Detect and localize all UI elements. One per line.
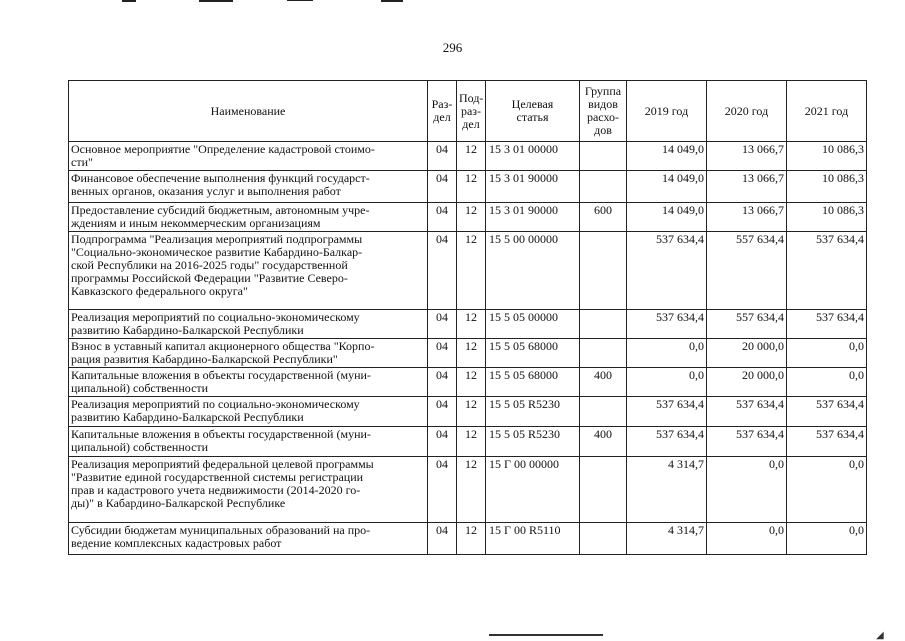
cell-subsection: 12 <box>457 457 486 523</box>
table-row <box>69 232 867 310</box>
cell-target-article: 15 5 05 R5230 <box>486 397 580 427</box>
cell-name: Капитальные вложения в объекты государственной (муни- ципальной) собственности <box>69 368 428 397</box>
cell-2020: 13 066,7 <box>707 171 787 203</box>
header-year-2021 <box>787 81 867 142</box>
cell-2020: 557 634,4 <box>707 232 787 310</box>
cell-2021: 0,0 <box>787 523 867 555</box>
cell-name: Предоставление субсидий бюджетным, автономным учре- ждениям и иным некоммерческим организациям <box>69 203 428 232</box>
table-row <box>69 457 867 523</box>
header-year-2020-text: 2020 год <box>724 103 769 118</box>
cell-subsection: 12 <box>457 523 486 555</box>
table-row <box>69 171 867 203</box>
cell-2019: 4 314,7 <box>627 457 707 523</box>
cell-subsection: 12 <box>457 142 486 171</box>
cell-2019: 537 634,4 <box>627 310 707 339</box>
cell-section: 04 <box>428 523 457 555</box>
cell-2019: 537 634,4 <box>627 397 707 427</box>
bottom-divider-line <box>489 634 603 636</box>
header-year-2021-text: 2021 год <box>804 103 849 118</box>
cell-2021: 0,0 <box>787 368 867 397</box>
cell-2021: 537 634,4 <box>787 232 867 310</box>
corner-arrow-icon: ◢ <box>876 630 884 641</box>
cell-section: 04 <box>428 310 457 339</box>
table-header <box>69 81 867 142</box>
cell-2021: 0,0 <box>787 457 867 523</box>
cell-name: Субсидии бюджетам муниципальных образований на про- ведение комплексных кадастровых работ <box>69 523 428 555</box>
cell-expense-type <box>580 232 627 310</box>
cell-expense-type <box>580 339 627 368</box>
table-row <box>69 397 867 427</box>
scan-artifact-top <box>122 0 136 2</box>
cell-section: 04 <box>428 232 457 310</box>
cell-target-article: 15 5 05 R5230 <box>486 427 580 457</box>
cell-section: 04 <box>428 142 457 171</box>
cell-name: Взнос в уставный капитал акционерного общества "Корпо- рация развития Кабардино-Балкарской Республики" <box>69 339 428 368</box>
header-subsection <box>457 81 486 142</box>
cell-2019: 537 634,4 <box>627 232 707 310</box>
cell-subsection: 12 <box>457 310 486 339</box>
table-row <box>69 427 867 457</box>
table-body <box>69 142 867 555</box>
cell-expense-type <box>580 142 627 171</box>
cell-name: Основное мероприятие "Определение кадастровой стоимо- сти" <box>69 142 428 171</box>
cell-subsection: 12 <box>457 339 486 368</box>
header-target-article <box>486 81 580 142</box>
cell-name: Капитальные вложения в объекты государственной (муни- ципальной) собственности <box>69 427 428 457</box>
cell-2019: 14 049,0 <box>627 142 707 171</box>
scan-artifact-top <box>287 0 313 1</box>
cell-subsection: 12 <box>457 368 486 397</box>
cell-target-article: 15 3 01 90000 <box>486 171 580 203</box>
cell-target-article: 15 5 00 00000 <box>486 232 580 310</box>
header-target-article-text: Целевая статья <box>511 97 554 124</box>
cell-2019: 0,0 <box>627 339 707 368</box>
header-year-2019 <box>627 81 707 142</box>
cell-2021: 537 634,4 <box>787 310 867 339</box>
cell-target-article: 15 3 01 90000 <box>486 203 580 232</box>
header-name-text: Наименование <box>210 103 286 118</box>
header-subsection-text: Под- раз- дел <box>459 90 484 131</box>
cell-name: Реализация мероприятий федеральной целевой программы "Развитие единой государственной системы регистрации прав и кадастрового учета недвижимости (2014-2020 го- ды)" в Кабардино-Балкарской Республике <box>69 457 428 523</box>
cell-2020: 537 634,4 <box>707 427 787 457</box>
cell-target-article: 15 5 05 68000 <box>486 339 580 368</box>
cell-2021: 10 086,3 <box>787 171 867 203</box>
table-row <box>69 203 867 232</box>
cell-name: Реализация мероприятий по социально-экономическому развитию Кабардино-Балкарской Республики <box>69 397 428 427</box>
cell-expense-type: 400 <box>580 368 627 397</box>
cell-2020: 20 000,0 <box>707 368 787 397</box>
cell-subsection: 12 <box>457 427 486 457</box>
header-expense-type <box>580 81 627 142</box>
cell-2021: 10 086,3 <box>787 203 867 232</box>
cell-2021: 0,0 <box>787 339 867 368</box>
cell-subsection: 12 <box>457 397 486 427</box>
page-number: 296 <box>442 40 463 55</box>
scan-artifact-top <box>381 0 403 2</box>
cell-name: Подпрограмма "Реализация мероприятий подпрограммы "Социально-экономическое развитие Кабардино-Балкар- ской Республики на 2016-2025 годы" государственной программы Российской Федерации "Развитие Северо- Кавказского федерального округа" <box>69 232 428 310</box>
cell-target-article: 15 Г 00 00000 <box>486 457 580 523</box>
header-row <box>69 81 867 142</box>
cell-expense-type <box>580 523 627 555</box>
header-name <box>69 81 428 142</box>
cell-expense-type <box>580 310 627 339</box>
header-year-2019-text: 2019 год <box>644 103 689 118</box>
cell-section: 04 <box>428 339 457 368</box>
budget-table <box>68 80 867 555</box>
header-section <box>428 81 457 142</box>
table-row <box>69 310 867 339</box>
cell-2021: 10 086,3 <box>787 142 867 171</box>
header-expense-type-text: Группа видов расхо- дов <box>584 84 622 137</box>
cell-name: Финансовое обеспечение выполнения функций государст- венных органов, оказания услуг и выполнения работ <box>69 171 428 203</box>
cell-2021: 537 634,4 <box>787 397 867 427</box>
cell-2020: 537 634,4 <box>707 397 787 427</box>
cell-2020: 13 066,7 <box>707 203 787 232</box>
table-row <box>69 142 867 171</box>
cell-2019: 0,0 <box>627 368 707 397</box>
cell-subsection: 12 <box>457 203 486 232</box>
cell-expense-type <box>580 171 627 203</box>
cell-2020: 0,0 <box>707 523 787 555</box>
header-year-2020 <box>707 81 787 142</box>
cell-expense-type: 600 <box>580 203 627 232</box>
cell-2019: 14 049,0 <box>627 171 707 203</box>
cell-2020: 20 000,0 <box>707 339 787 368</box>
cell-section: 04 <box>428 368 457 397</box>
cell-subsection: 12 <box>457 171 486 203</box>
cell-section: 04 <box>428 397 457 427</box>
table-row <box>69 523 867 555</box>
cell-section: 04 <box>428 171 457 203</box>
table-row <box>69 339 867 368</box>
cell-subsection: 12 <box>457 232 486 310</box>
cell-2020: 0,0 <box>707 457 787 523</box>
cell-target-article: 15 5 05 68000 <box>486 368 580 397</box>
cell-expense-type <box>580 457 627 523</box>
header-section-text: Раз- дел <box>431 97 453 124</box>
cell-section: 04 <box>428 427 457 457</box>
cell-name: Реализация мероприятий по социально-экономическому развитию Кабардино-Балкарской Республики <box>69 310 428 339</box>
cell-target-article: 15 Г 00 R5110 <box>486 523 580 555</box>
scan-artifact-top <box>199 0 233 2</box>
cell-2019: 14 049,0 <box>627 203 707 232</box>
cell-section: 04 <box>428 457 457 523</box>
cell-expense-type <box>580 397 627 427</box>
cell-2020: 557 634,4 <box>707 310 787 339</box>
cell-target-article: 15 5 05 00000 <box>486 310 580 339</box>
cell-expense-type: 400 <box>580 427 627 457</box>
cell-2019: 4 314,7 <box>627 523 707 555</box>
cell-section: 04 <box>428 203 457 232</box>
cell-2019: 537 634,4 <box>627 427 707 457</box>
cell-2021: 537 634,4 <box>787 427 867 457</box>
cell-2020: 13 066,7 <box>707 142 787 171</box>
table-row <box>69 368 867 397</box>
cell-target-article: 15 3 01 00000 <box>486 142 580 171</box>
